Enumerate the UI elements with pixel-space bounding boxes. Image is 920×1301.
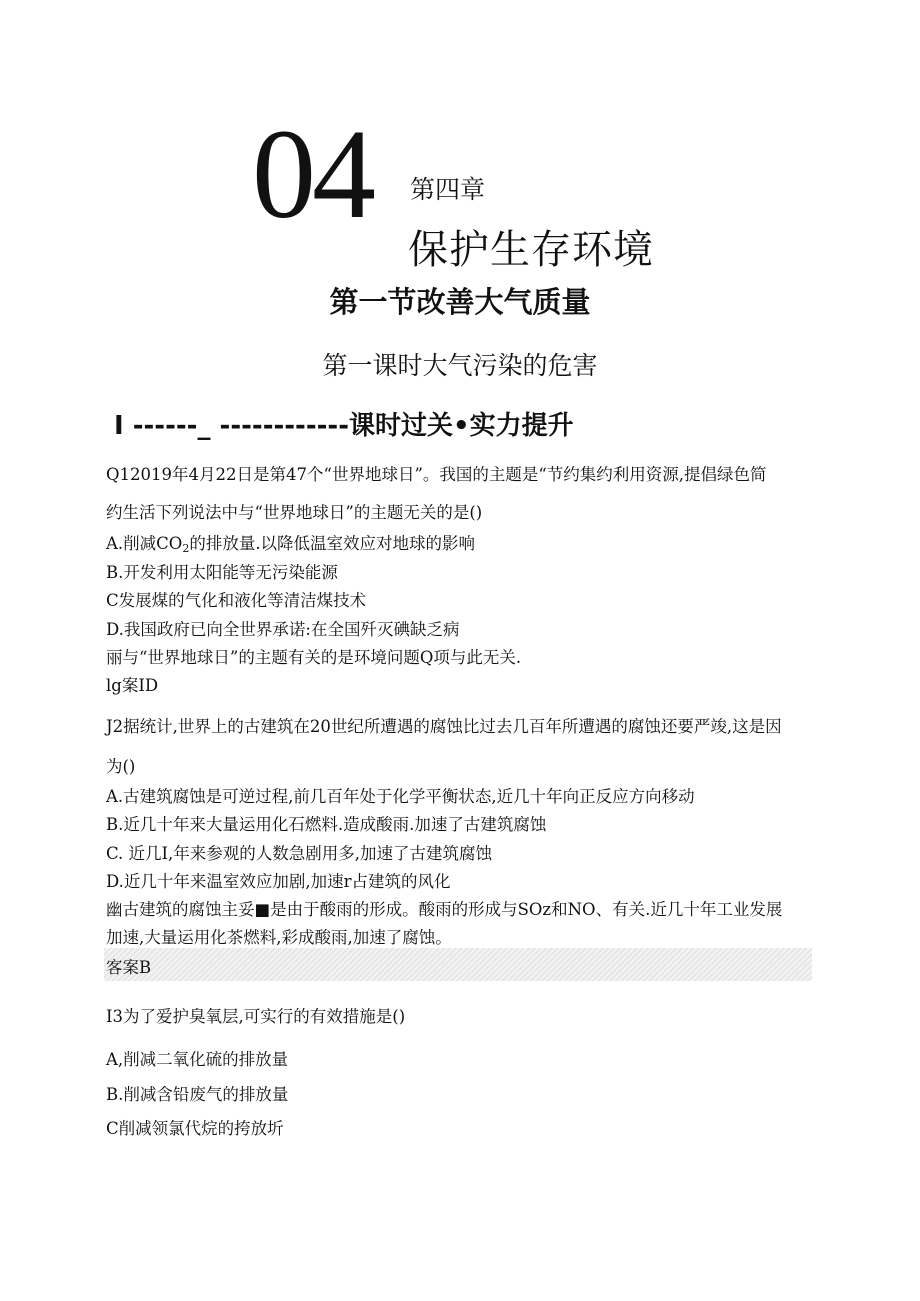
q1-option-b: B.开发利用太阳能等无污染能源 xyxy=(106,563,338,582)
q2-option-a: A.古建筑腐蚀是可逆过程,前几百年处于化学平衡状态,近几十年向正反应方向移动 xyxy=(106,787,695,806)
chapter-title: 保护生存环境 xyxy=(408,227,654,273)
q2-explanation-line1: 幽古建筑的腐蚀主妥■是由于酸雨的形成。酸雨的形成与SOz和NO、有关.近几十年工业发展 xyxy=(106,900,783,919)
section-title: 第一节改善大气质量 xyxy=(329,285,591,319)
q1-stem-line2: 约生活下列说法中与“世界地球日”的主题无关的是() xyxy=(106,503,483,522)
q3-option-a: A,削减二氧化硫的排放量 xyxy=(106,1050,289,1069)
q1-stem-line1: Q12019年4月22日是第47个“世界地球日”。我国的主题是“节约集约利用资源,提倡绿色简 xyxy=(106,465,767,484)
lesson-title: 第一课时大气污染的危害 xyxy=(322,351,598,380)
chapter-label: 第四章 xyxy=(410,175,486,204)
q2-option-c: C. 近几I,年来参观的人数急剧用多,加速了古建筑腐蚀 xyxy=(106,844,493,863)
q2-option-d: D.近几十年来温室效应加剧,加速r占建筑的风化 xyxy=(106,872,451,891)
q2-stem-line2: 为() xyxy=(106,757,136,776)
q2-option-b: B.近几十年来大量运用化石燃料.造成酸雨.加速了古建筑腐蚀 xyxy=(106,815,547,834)
q1-answer: lg案ID xyxy=(106,676,159,695)
q1-explanation: 丽与“世界地球日”的主题有关的是环境问题Q项与此无关. xyxy=(106,648,522,667)
q1-option-d: D.我国政府已向全世界承诺:在全国歼灭碘缺乏病 xyxy=(106,620,460,639)
q3-option-b: B.削减含铅废气的排放量 xyxy=(106,1085,289,1104)
q2-stem-line1: J2据统计,世界上的古建筑在20世纪所遭遇的腐蚀比过去几百年所遭遇的腐蚀还要严竣,这是因 xyxy=(106,717,782,736)
q1-option-a xyxy=(106,533,475,560)
q1-option-a-pre: A.削减CO xyxy=(106,534,183,553)
q3-option-c: C削减领氯代烷的挎放圻 xyxy=(106,1119,284,1138)
q1-option-c: C发展煤的气化和液化等清洁煤技术 xyxy=(106,591,367,610)
practice-banner: I ------_ ------------课时过关•实力提升 xyxy=(114,411,574,441)
q3-stem: I3为了爱护臭氧层,可实行的有效措施是() xyxy=(106,1007,406,1026)
chapter-number: 04 xyxy=(252,103,372,245)
q1-option-a-sub: 2 xyxy=(182,542,190,555)
q1-option-a-post: 的排放量.以降低温室效应对地球的影响 xyxy=(189,534,476,553)
q2-explanation-line2: 加速,大量运用化茶燃料,彩成酸雨,加速了腐蚀。 xyxy=(106,928,452,947)
q2-answer: 客案B xyxy=(106,958,152,977)
q2-answer-bar xyxy=(104,948,812,981)
